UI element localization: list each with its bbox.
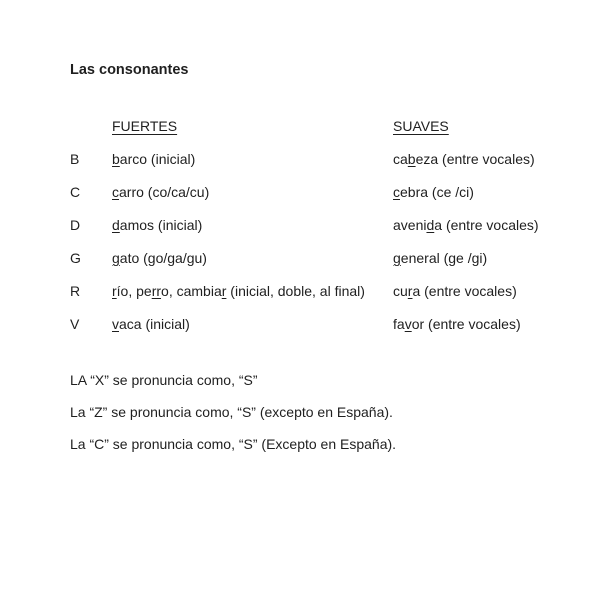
underlined-letter: b [407,151,416,167]
row-letter: V [70,316,80,332]
table-row [70,183,560,201]
table-row [70,282,560,300]
table-row [70,249,560,267]
text-segment: o, cambia [161,283,222,299]
underlined-letter: r [407,283,413,299]
text-segment: amos (inicial) [119,217,203,233]
text-segment: ato (go/ga/gu) [119,250,207,266]
underlined-letter: g [393,250,401,266]
table-row [70,216,560,234]
suave-example [393,249,560,267]
underlined-letter: b [112,151,120,167]
header-cell-suaves [393,117,560,135]
underlined-letter: rr [151,283,162,299]
row-letter: C [70,184,81,200]
row-letter: D [70,217,81,233]
table-row [70,150,560,168]
text-segment: ca [393,151,408,167]
text-segment: eneral (ge /gi) [400,250,488,266]
text-segment: cu [393,283,408,299]
fuerte-example [112,315,393,333]
fuerte-example [112,282,393,300]
suave-example [393,282,560,300]
text-segment: (inicial, doble, al final) [226,283,365,299]
suave-example [393,216,560,234]
underlined-letter: c [393,184,400,200]
row-letter: R [70,283,81,299]
text-segment: or (entre vocales) [411,316,521,332]
text-segment: aveni [393,217,427,233]
page-title: Las consonantes [70,62,189,78]
fuerte-example [112,183,393,201]
column-header-fuertes: FUERTES [112,118,178,134]
note-line-c: La “C” se pronuncia como, “S” (Excepto en España). [70,436,397,452]
text-segment: ebra (ce /ci) [400,184,474,200]
underlined-letter: v [112,316,119,332]
text-segment: arco (inicial) [119,151,196,167]
header-cell-fuertes [112,117,393,135]
consonants-table [70,117,560,333]
table-row [70,315,560,333]
underlined-letter: r [221,283,227,299]
fuerte-example [112,216,393,234]
note-line-z: La “Z” se pronuncia como, “S” (excepto en España). [70,404,393,420]
text-segment: ío, pe [116,283,152,299]
fuerte-example [112,150,393,168]
suave-example [393,183,560,201]
text-segment: fa [393,316,405,332]
notes-section [70,371,560,453]
text-segment: eza (entre vocales) [415,151,535,167]
fuerte-example [112,249,393,267]
text-segment: a (entre vocales) [434,217,539,233]
underlined-letter: g [112,250,120,266]
column-header-suaves: SUAVES [393,118,449,134]
underlined-letter: c [112,184,119,200]
text-segment: arro (co/ca/cu) [119,184,210,200]
underlined-letter: d [112,217,120,233]
underlined-letter: r [112,283,117,299]
row-letter: G [70,250,81,266]
note-line-x: LA “X” se pronuncia como, “S” [70,372,258,388]
suave-example [393,150,560,168]
underlined-letter: v [404,316,412,332]
row-letter: B [70,151,80,167]
text-segment: aca (inicial) [119,316,190,332]
table-header-row [70,117,560,135]
underlined-letter: d [426,217,435,233]
text-segment: a (entre vocales) [412,283,517,299]
suave-example [393,315,560,333]
